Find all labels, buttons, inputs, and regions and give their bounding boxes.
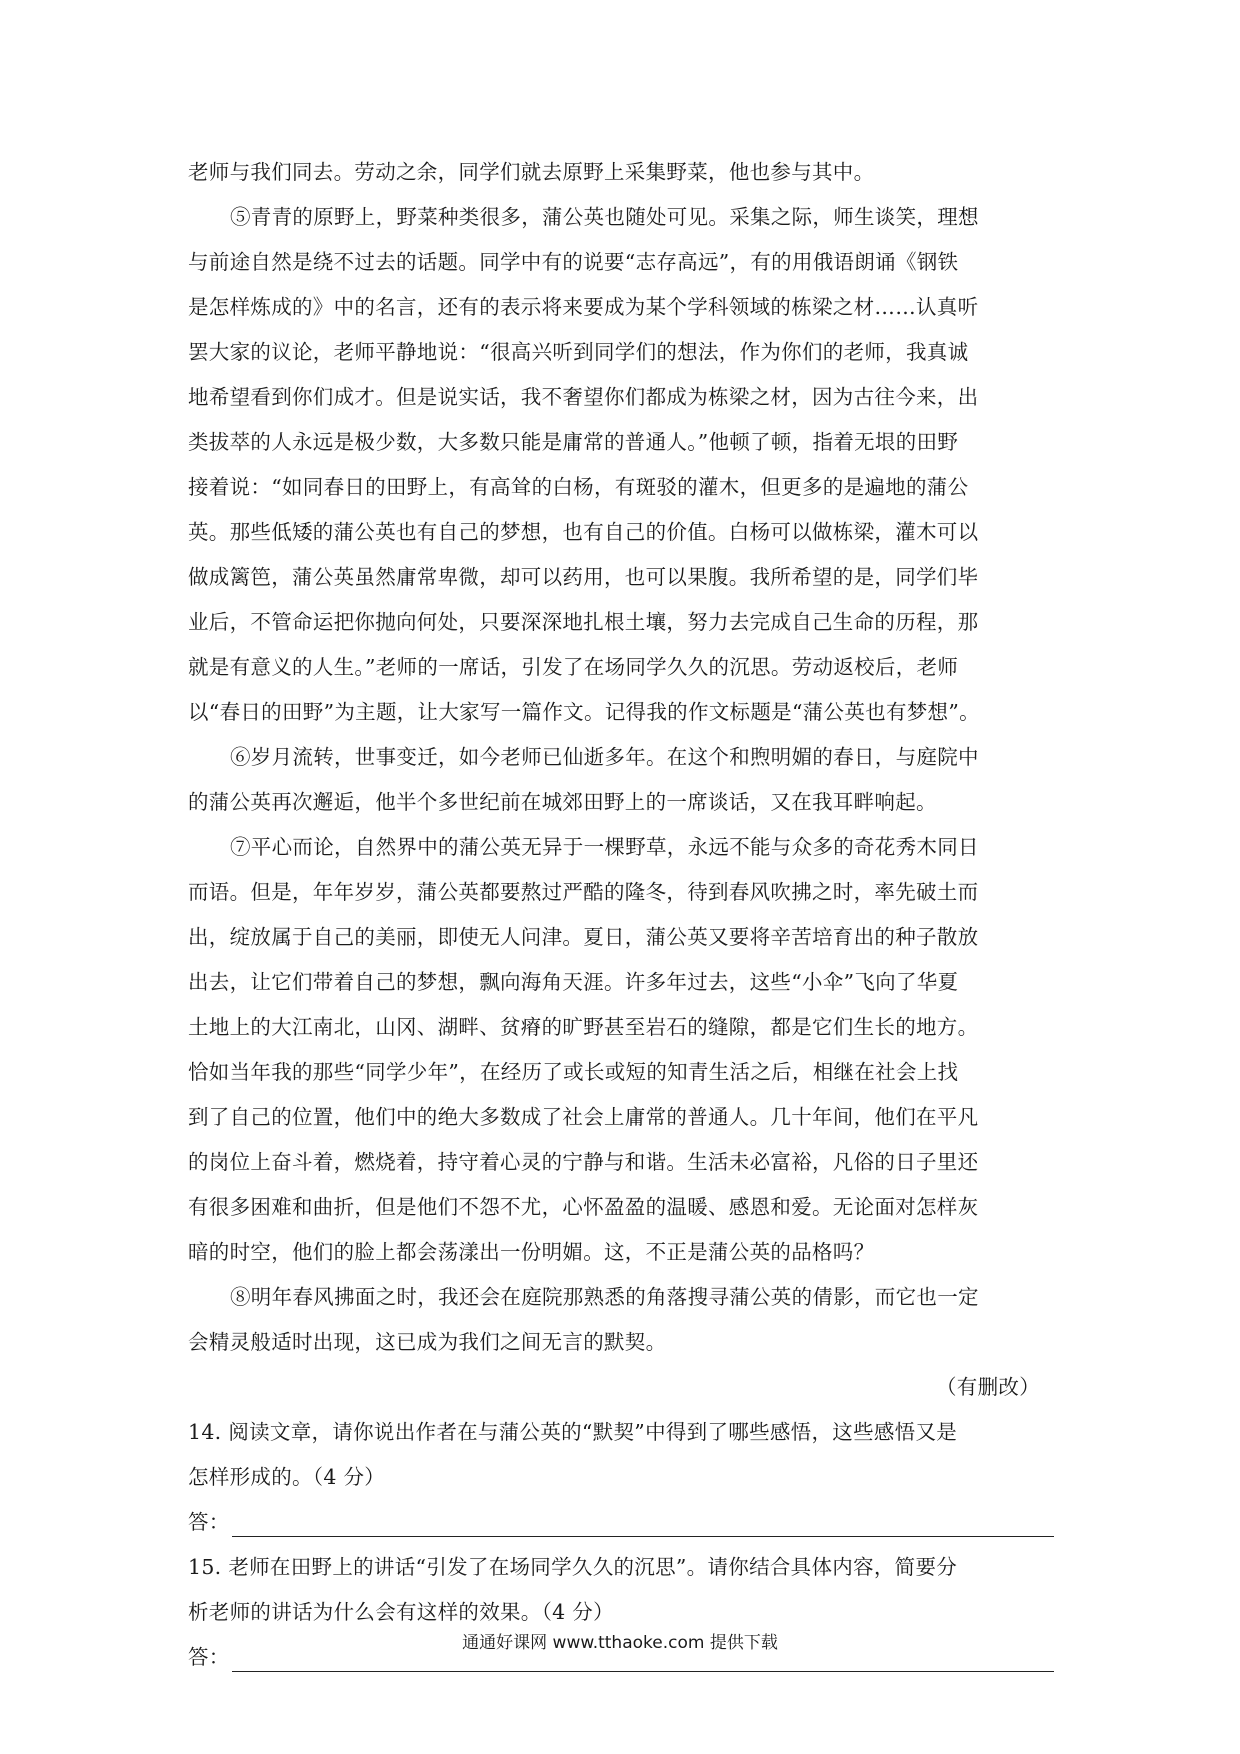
article-line: 土地上的大江南北，山冈、湖畔、贫瘠的旷野甚至岩石的缝隙，都是它们生长的地方。 [188,1015,979,1039]
answer-label: 答： [188,1645,230,1669]
article-line: 恰如当年我的那些“同学少年”，在经历了或长或短的知青生活之后，相继在社会上找 [188,1060,959,1084]
edit-note: （有删改） [936,1375,1040,1399]
article-line: 接着说：“如同春日的田野上，有高耸的白杨，有斑驳的灌木，但更多的是遍地的蒲公 [188,475,969,499]
question-text-line: 怎样形成的。（4 分） [188,1465,386,1489]
article-line: 有很多困难和曲折，但是他们不怨不尤，心怀盈盈的温暖、感恩和爱。无论面对怎样灰 [188,1195,979,1219]
article-line: 会精灵般适时出现，这已成为我们之间无言的默契。 [188,1330,667,1354]
question-text-line: 析老师的讲话为什么会有这样的效果。（4 分） [188,1600,614,1624]
answer-blank-line[interactable] [232,1506,1054,1537]
question-15 [188,1545,1054,1680]
article-line: ⑤青青的原野上，野菜种类很多，蒲公英也随处可见。采集之际，师生谈笑，理想 [230,205,979,229]
article-line: 地希望看到你们成才。但是说实话，我不奢望你们都成为栋梁之材，因为古往今来，出 [188,385,979,409]
question-text-line: 15. 老师在田野上的讲话“引发了在场同学久久的沉思”。请你结合具体内容，简要分 [188,1555,958,1579]
article-line: 暗的时空，他们的脸上都会荡漾出一份明媚。这，不正是蒲公英的品格吗？ [188,1240,875,1264]
footer-source-text: 通通好课网 www.tthaoke.com 提供下载 [462,1633,778,1653]
article-line: ⑧明年春风拂面之时，我还会在庭院那熟悉的角落搜寻蒲公英的倩影，而它也一定 [230,1285,979,1309]
question-14 [188,1410,1054,1545]
article-line: 就是有意义的人生。”老师的一席话，引发了在场同学久久的沉思。劳动返校后，老师 [188,655,959,679]
answer-label: 答： [188,1510,230,1534]
document-page [188,150,1054,1680]
article-line: 类拔萃的人永远是极少数，大多数只能是庸常的普通人。”他顿了顿，指着无垠的田野 [188,430,959,454]
article-line: 出，绽放属于自己的美丽，即使无人问津。夏日，蒲公英又要将辛苦培育出的种子散放 [188,925,979,949]
article-line: 与前途自然是绕不过去的话题。同学中有的说要“志存高远”，有的用俄语朗诵《钢铁 [188,250,959,274]
article-line: 是怎样炼成的》中的名言，还有的表示将来要成为某个学科领域的栋梁之材……认真听 [188,295,979,319]
question-text-line: 14. 阅读文章，请你说出作者在与蒲公英的“默契”中得到了哪些感悟，这些感悟又是 [188,1420,958,1444]
article-line: 而语。但是，年年岁岁，蒲公英都要熬过严酷的隆冬，待到春风吹拂之时，率先破土而 [188,880,979,904]
answer-row [188,1500,1054,1545]
article-line: 罢大家的议论，老师平静地说：“很高兴听到同学们的想法，作为你们的老师，我真诚 [188,340,969,364]
article-line: 的岗位上奋斗着，燃烧着，持守着心灵的宁静与和谐。生活未必富裕，凡俗的日子里还 [188,1150,979,1174]
article-line: ⑥岁月流转，世事变迁，如今老师已仙逝多年。在这个和煦明媚的春日，与庭院中 [230,745,979,769]
article-line: 做成篱笆，蒲公英虽然庸常卑微，却可以药用，也可以果腹。我所希望的是，同学们毕 [188,565,979,589]
article-line: 以“春日的田野”为主题，让大家写一篇作文。记得我的作文标题是“蒲公英也有梦想”。 [188,700,980,724]
article-line: 的蒲公英再次邂逅，他半个多世纪前在城郊田野上的一席谈话，又在我耳畔响起。 [188,790,937,814]
article-line: 到了自己的位置，他们中的绝大多数成了社会上庸常的普通人。几十年间，他们在平凡 [188,1105,979,1129]
article-line: 业后，不管命运把你抛向何处，只要深深地扎根土壤，努力去完成自己生命的历程，那 [188,610,979,634]
article-line: 老师与我们同去。劳动之余，同学们就去原野上采集野菜，他也参与其中。 [188,160,875,184]
article-line: ⑦平心而论，自然界中的蒲公英无异于一棵野草，永远不能与众多的奇花秀木同日 [230,835,979,859]
article-line: 英。那些低矮的蒲公英也有自己的梦想，也有自己的价值。白杨可以做栋梁，灌木可以 [188,520,979,544]
article-line: 出去，让它们带着自己的梦想，飘向海角天涯。许多年过去，这些“小伞”飞向了华夏 [188,970,959,994]
